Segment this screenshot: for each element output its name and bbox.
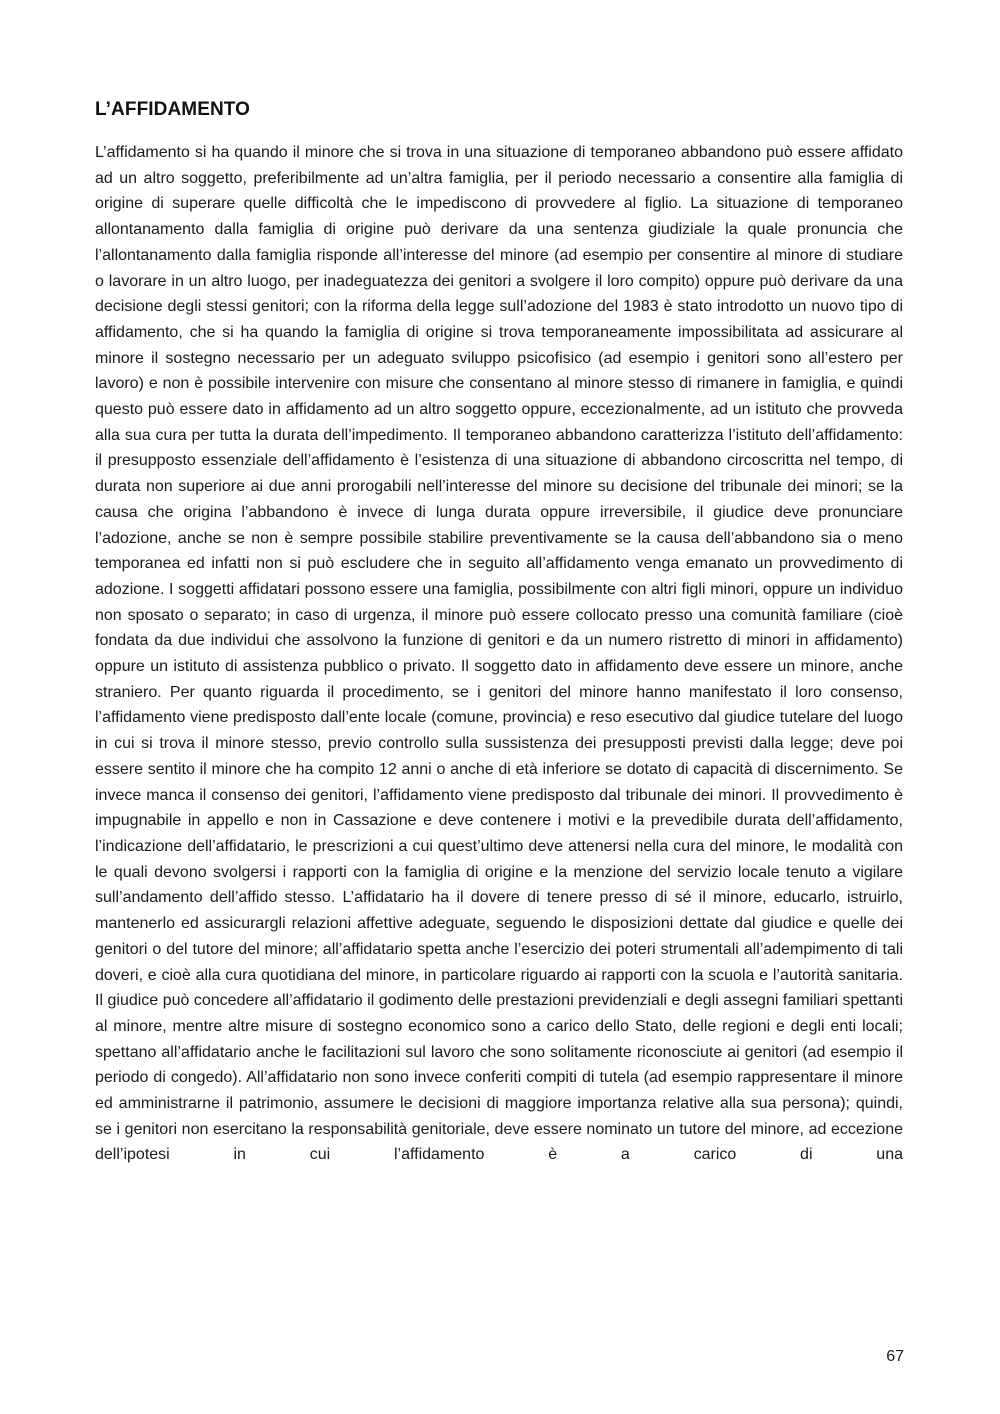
body-paragraph: L’affidamento si ha quando il minore che si trova in una situazione di temporaneo abbandono può essere affidato ad un altro soggetto, preferibilmente ad un’altra famiglia, per il periodo necessario a consentire alla famiglia di origine di superare quelle difficoltà che le impediscono di provvedere al figlio. La situazione di temporaneo allontanamento dalla famiglia di origine può derivare da una sentenza giudiziale la quale pronuncia che l’allontanamento dalla famiglia risponde all’interesse del minore (ad esempio per consentire al minore di studiare o lavorare in un altro luogo, per inadeguatezza dei genitori a svolgere il loro compito) oppure può derivare da una decisione degli stessi genitori; con la riforma della legge sull’adozione del 1983 è stato introdotto un nuovo tipo di affidamento, che si ha quando la famiglia di origine si trova temporaneamente impossibilitata ad assicurare al minore il sostegno necessario per un adeguato sviluppo psicofisico (ad esempio i genitori sono all’estero per lavoro) e non è possibile intervenire con misure che consentano al minore stesso di rimanere in famiglia, e quindi questo può essere dato in affidamento ad un altro soggetto oppure, eccezionalmente, ad un istituto che provveda alla sua cura per tutta la durata dell’impedimento. Il temporaneo abbandono caratterizza l’istituto dell’affidamento: il presupposto essenziale dell’affidamento è l’esistenza di una situazione di abbandono circoscritta nel tempo, di durata non superiore ai due anni prorogabili nell’interesse del minore su decisione del tribunale dei minori; se la causa che origina l’abbandono è invece di lunga durata oppure irreversibile, il giudice deve pronunciare l’adozione, anche se non è sempre possibile stabilire preventivamente se la causa dell’abbandono sia o meno temporanea ed infatti non si può escludere che in seguito all’affidamento venga emanato un provvedimento di adozione. I soggetti affidatari possono essere una famiglia, possibilmente con altri figli minori, oppure un individuo non sposato o separato; in caso di urgenza, il minore può essere collocato presso una comunità familiare (cioè fondata da due individui che assolvono la funzione di genitori e da un numero ristretto di minori in affidamento) oppure un istituto di assistenza pubblico o privato. Il soggetto dato in affidamento deve essere un minore, anche straniero. Per quanto riguarda il procedimento, se i genitori del minore hanno manifestato il loro consenso, l’affidamento viene predisposto dall’ente locale (comune, provincia) e reso esecutivo dal giudice tutelare del luogo in cui si trova il minore stesso, previo controllo sulla sussistenza dei presupposti previsti dalla legge; deve poi essere sentito il minore che ha compito 12 anni o anche di età inferiore se dotato di capacità di discernimento. Se invece manca il consenso dei genitori, l’affidamento viene predisposto dal tribunale dei minori. Il provvedimento è impugnabile in appello e non in Cassazione e deve contenere i motivi e la prevedibile durata dell’affidamento, l’indicazione dell’affidatario, le prescrizioni a cui quest’ultimo deve attenersi nella cura del minore, le modalità con le quali devono svolgersi i rapporti con la famiglia di origine e la menzione del servizio locale tenuto a vigilare sull’andamento dell’affido stesso. L’affidatario ha il dovere di tenere presso di sé il minore, educarlo, istruirlo, mantenerlo ed assicurargli relazioni affettive adeguate, seguendo le disposizioni dettate dal giudice e quelle dei genitori o del tutore del minore; all’affidatario spetta anche l’esercizio dei poteri strumentali all’adempimento di tali doveri, e cioè alla cura quotidiana del minore, in particolare riguardo ai rapporti con la scuola e l’autorità sanitaria. Il giudice può concedere all’affidatario il godimento delle prestazioni previdenziali e degli assegni familiari spettanti al minore, mentre altre misure di sostegno economico sono a carico dello Stato, delle regioni e degli enti locali; spettano all’affidatario anche le facilitazioni sul lavoro che sono solitamente riconosciute ai genitori (ad esempio il periodo di congedo). All’affidatario non sono invece conferiti compiti di tutela (ad esempio rappresentare il minore ed amministrarne il patrimonio, assumere le decisioni di maggiore importanza relative alla sua persona); quindi, se i genitori non esercitano la responsabilità genitoriale, deve essere nominato un tutore del minore, ad eccezione dell’ipotesi in cui l’affidamento è a carico di una (95, 144, 903, 1164)
section-title: L’AFFIDAMENTO (95, 99, 251, 120)
page-number: 67 (886, 1348, 904, 1365)
